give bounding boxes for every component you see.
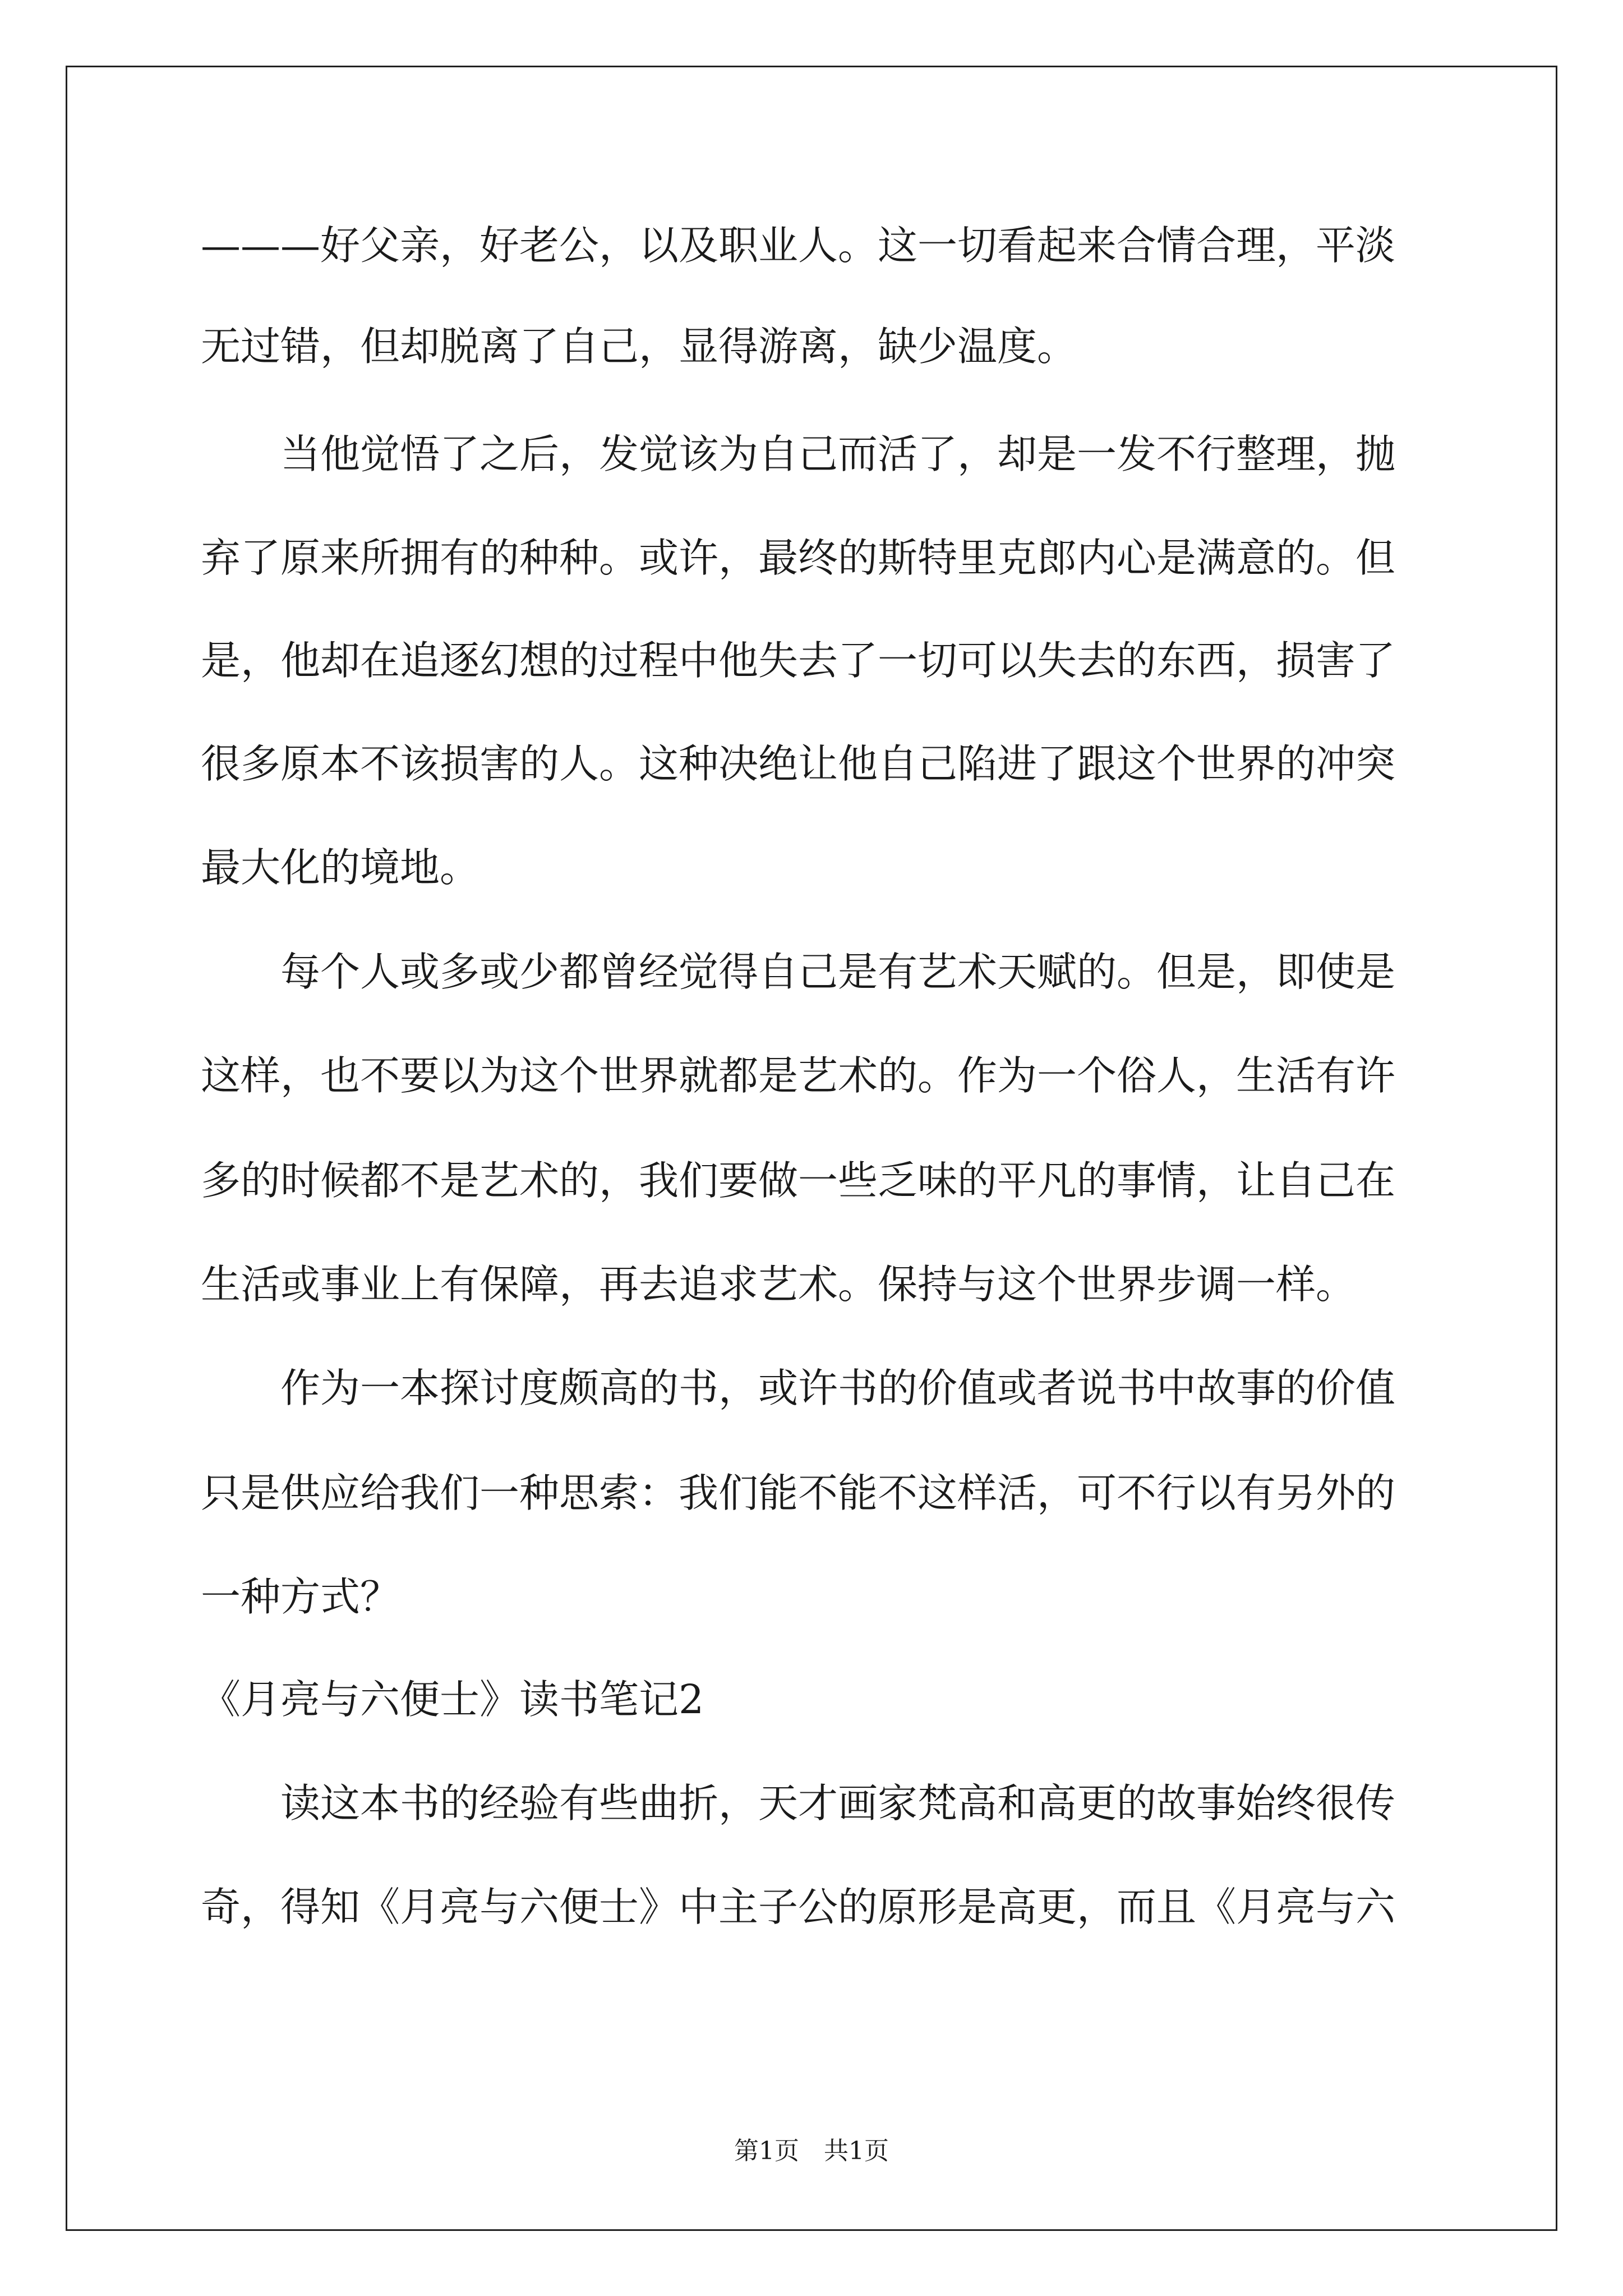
text-line: 作为一本探讨度颇高的书，或许书的价值或者说书中故事的价值	[201, 1365, 1396, 1411]
text-line: 弃了原来所拥有的种种。或许，最终的斯特里克郎内心是满意的。但	[201, 535, 1396, 581]
text-line: 多的时候都不是艺术的，我们要做一些乏味的平凡的事情，让自己在	[201, 1157, 1396, 1204]
section-heading: 《月亮与六便士》读书笔记2	[201, 1676, 704, 1723]
text-line: 读这本书的经验有些曲折，天才画家梵高和高更的故事始终很传	[201, 1780, 1396, 1826]
text-line: 生活或事业上有保障，再去追求艺术。保持与这个世界步调一样。	[201, 1261, 1356, 1308]
text-line: 只是供应给我们一种思索：我们能不能不这样活，可不行以有另外的	[201, 1470, 1396, 1516]
text-line: ———好父亲，好老公，以及职业人。这一切看起来合情合理，平淡	[201, 222, 1396, 269]
page-number: 第1页 共1页	[734, 2137, 889, 2165]
text-line: 每个人或多或少都曾经觉得自己是有艺术天赋的。但是，即使是	[201, 949, 1396, 995]
text-line: 无过错，但却脱离了自己，显得游离，缺少温度。	[201, 323, 1077, 370]
text-line: 奇，得知《月亮与六便士》中主子公的原形是高更，而且《月亮与六	[201, 1884, 1396, 1930]
text-line: 一种方式？	[201, 1573, 400, 1620]
text-line: 当他觉悟了之后，发觉该为自己而活了，却是一发不行整理，抛	[201, 431, 1396, 477]
text-line: 最大化的境地。	[201, 844, 480, 891]
text-line: 这样，也不要以为这个世界就都是艺术的。作为一个俗人，生活有许	[201, 1052, 1396, 1099]
text-line: 很多原本不该损害的人。这种决绝让他自己陷进了跟这个世界的冲突	[201, 740, 1396, 787]
text-line: 是，他却在追逐幻想的过程中他失去了一切可以失去的东西，损害了	[201, 637, 1396, 684]
